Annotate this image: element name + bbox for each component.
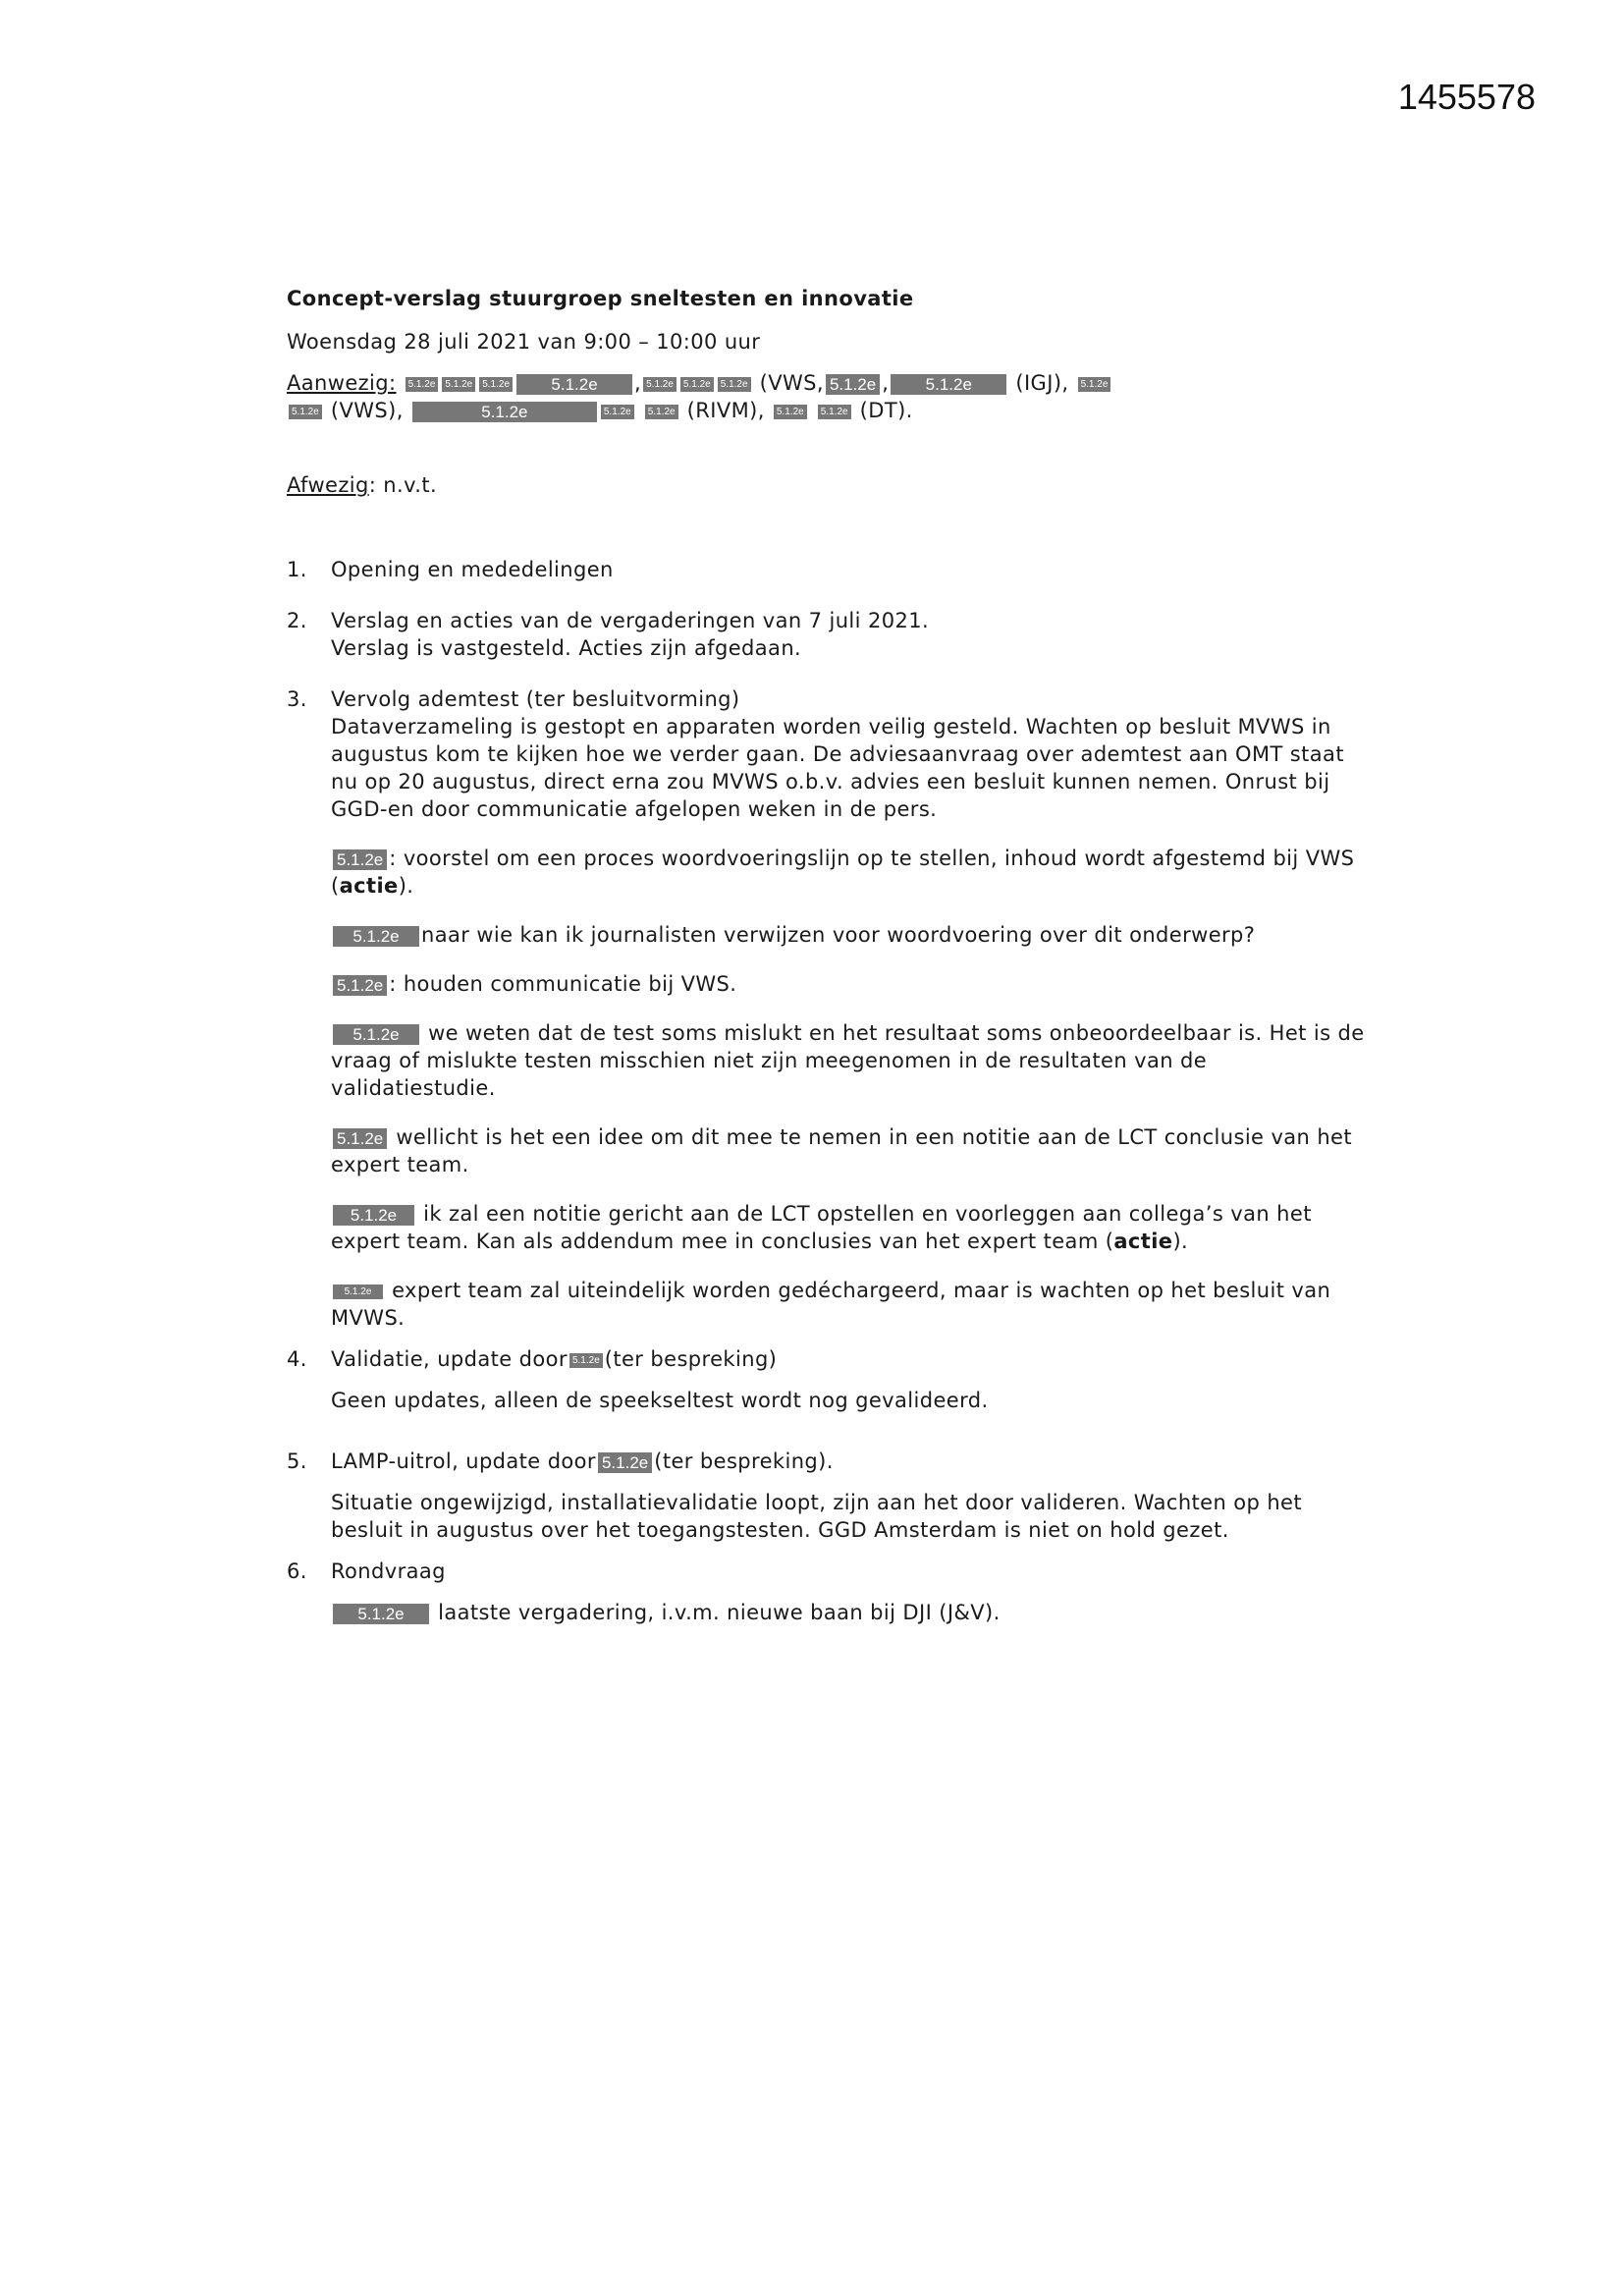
item-number: 5. xyxy=(287,1449,307,1473)
attendance-section xyxy=(287,369,1367,424)
agenda-item xyxy=(287,1345,1367,1414)
org-dt: (DT). xyxy=(859,399,913,422)
statement: 5.1.2e : houden communicatie bij VWS. xyxy=(331,970,1367,998)
redaction-box: 5.1.2e xyxy=(333,849,387,870)
org-rivm: (RIVM), xyxy=(686,399,765,422)
redaction-box: 5.1.2e xyxy=(826,374,880,395)
org-igj: (IGJ), xyxy=(1015,371,1069,395)
absent-value: : n.v.t. xyxy=(368,473,438,497)
item-body: Verslag is vastgesteld. Acties zijn afgedaan. xyxy=(331,636,802,660)
item-number: 1. xyxy=(287,558,307,581)
redaction-box: 5.1.2e xyxy=(598,1452,652,1473)
date-line: Woensdag 28 juli 2021 van 9:00 – 10:00 uur xyxy=(287,330,761,354)
item-number: 4. xyxy=(287,1347,307,1371)
agenda-item xyxy=(287,556,1367,583)
absent-section xyxy=(287,471,1367,499)
redaction-box: 5.1.2e xyxy=(516,374,632,395)
separator: , xyxy=(882,371,890,395)
redaction-box: 5.1.2e xyxy=(774,405,807,419)
item-body: Geen updates, alleen de speekseltest wordt nog gevalideerd. xyxy=(331,1389,989,1412)
agenda-item xyxy=(287,685,1367,1332)
org-vws: (VWS), xyxy=(330,399,404,422)
redaction-box: 5.1.2e xyxy=(333,1205,414,1226)
redaction-box: 5.1.2e xyxy=(333,975,387,996)
redaction-box: 5.1.2e xyxy=(333,1285,383,1299)
redaction-box: 5.1.2e xyxy=(333,1024,419,1045)
statement: 5.1.2e : voorstel om een proces woordvoeringslijn op te stellen, inhoud wordt afgestemd bij VWS (actie). xyxy=(331,847,1355,898)
meeting-minutes xyxy=(287,285,1367,1640)
item-number: 3. xyxy=(287,687,307,711)
item-heading: Rondvraag xyxy=(331,1559,446,1583)
redaction-box: 5.1.2e xyxy=(406,377,439,392)
redaction-box: 5.1.2e xyxy=(479,377,513,392)
org-vws: (VWS, xyxy=(759,371,824,395)
item-heading: Verslag en acties van de vergaderingen van 7 juli 2021. xyxy=(331,609,930,632)
item-body: 5.1.2e laatste vergadering, i.v.m. nieuwe baan bij DJI (J&V). xyxy=(331,1599,1367,1626)
redaction-box: 5.1.2e xyxy=(289,405,322,419)
agenda-list xyxy=(287,556,1367,1626)
redaction-box: 5.1.2e xyxy=(569,1353,603,1368)
redaction-box: 5.1.2e xyxy=(718,377,751,392)
attendance-label: Aanwezig: xyxy=(287,371,397,395)
absent-label: Afwezig xyxy=(287,473,369,497)
item-body: Situatie ongewijzigd, installatievalidatie loopt, zijn aan het door valideren. Wachten op het besluit in augustus over het toegangstesten. GGD Amsterdam is niet on hold gezet. xyxy=(331,1491,1302,1542)
redaction-box: 5.1.2e xyxy=(891,374,1006,395)
agenda-item xyxy=(287,1448,1367,1544)
redaction-box: 5.1.2e xyxy=(643,377,677,392)
item-heading: Opening en mededelingen xyxy=(331,558,614,581)
redaction-box: 5.1.2e xyxy=(412,402,597,422)
item-heading: Vervolg ademtest (ter besluitvorming) xyxy=(331,687,740,711)
item-heading: Validatie, update door 5.1.2e (ter bespreking) xyxy=(331,1347,778,1371)
separator: , xyxy=(634,371,642,395)
item-number: 6. xyxy=(287,1559,307,1583)
statement: 5.1.2e naar wie kan ik journalisten verwijzen voor woordvoering over dit onderwerp? xyxy=(331,921,1367,949)
document-title: Concept-verslag stuurgroep sneltesten en innovatie xyxy=(287,287,914,310)
redaction-box: 5.1.2e xyxy=(680,377,714,392)
statement: 5.1.2e expert team zal uiteindelijk worden gedéchargeerd, maar is wachten op het besluit van MVWS. xyxy=(331,1279,1331,1330)
redaction-box: 5.1.2e xyxy=(333,1604,429,1624)
item-heading: LAMP-uitrol, update door 5.1.2e (ter bespreking). xyxy=(331,1449,834,1473)
item-number: 2. xyxy=(287,609,307,632)
redaction-box: 5.1.2e xyxy=(442,377,475,392)
redaction-box: 5.1.2e xyxy=(645,405,678,419)
document-number: 1455578 xyxy=(1397,77,1536,117)
statement: 5.1.2e wellicht is het een idee om dit mee te nemen in een notitie aan de LCT conclusie van het expert team. xyxy=(331,1125,1353,1176)
agenda-item xyxy=(287,607,1367,662)
agenda-item xyxy=(287,1558,1367,1626)
redaction-box: 5.1.2e xyxy=(601,405,634,419)
statement: 5.1.2e ik zal een notitie gericht aan de LCT opstellen en voorleggen aan collega’s van het expert team. Kan als addendum mee in conclusies van het expert team (actie). xyxy=(331,1202,1312,1253)
redaction-box: 5.1.2e xyxy=(333,1128,387,1149)
redaction-box: 5.1.2e xyxy=(1078,377,1111,392)
redaction-box: 5.1.2e xyxy=(333,926,419,947)
statement: 5.1.2e we weten dat de test soms mislukt en het resultaat soms onbeoordeelbaar is. Het is de vraag of mislukte testen misschien niet zijn meegenomen in de resultaten van de validatiestudie. xyxy=(331,1021,1365,1100)
redaction-box: 5.1.2e xyxy=(818,405,851,419)
item-body: Dataverzameling is gestopt en apparaten worden veilig gesteld. Wachten op besluit MVWS in augustus kom te kijken hoe we verder gaan. De adviesaanvraag over ademtest aan OMT staat nu op 20 augustus, direct erna zou MVWS o.b.v. advies een besluit kunnen nemen. Onrust bij GGD-en door communicatie afgelopen weken in de pers. xyxy=(331,715,1344,821)
